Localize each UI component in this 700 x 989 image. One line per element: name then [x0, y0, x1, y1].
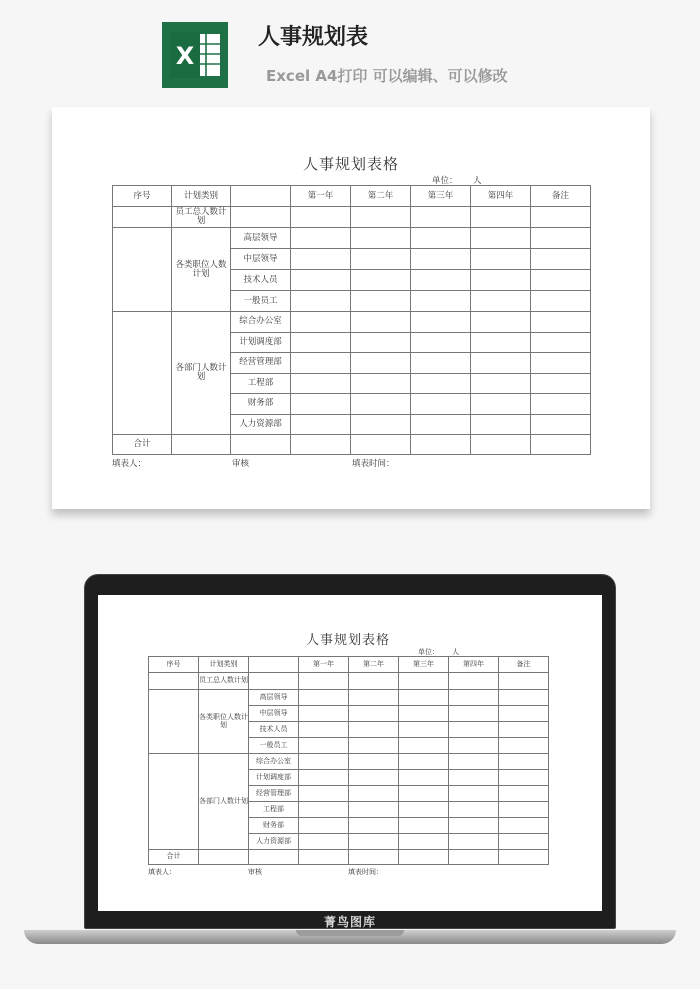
department-label: 经营管理部: [249, 786, 299, 802]
laptop-screen: [98, 595, 602, 911]
department-label: 综合办公室: [231, 312, 291, 333]
sheet-preview-large: [52, 107, 650, 509]
header-plan-category: 计划类别: [199, 657, 249, 673]
sheet-title: 人事规划表格: [305, 633, 390, 648]
job-category-group-label: 各类职位人数计划: [172, 228, 231, 312]
page-title: 人事规划表: [258, 25, 369, 50]
unit-value: 人: [452, 648, 459, 656]
header-year3: 第三年: [411, 186, 471, 207]
header-seq: 序号: [113, 186, 172, 207]
sheet-content-small: [148, 629, 548, 875]
department-label: 人力资源部: [231, 414, 291, 435]
header-seq: 序号: [149, 657, 199, 673]
total-label: 合计: [149, 850, 199, 865]
brand-watermark: 菁鸟图库: [323, 915, 376, 929]
header-year1: 第一年: [299, 657, 349, 673]
footer-fill-time: 填表时间：: [348, 868, 383, 876]
sheet-footer: [148, 865, 548, 875]
job-category-group-label: 各类职位人数计划: [199, 690, 249, 754]
unit-value: 人: [473, 176, 482, 186]
table-row: [113, 228, 591, 249]
unit-line: [148, 646, 548, 656]
laptop-notch: [296, 930, 404, 936]
unit-line: [112, 173, 590, 185]
table-header-row: [113, 186, 591, 207]
footer-fill-time: 填表时间：: [352, 459, 395, 469]
sheet-content: [112, 153, 590, 467]
job-category-label: 中层领导: [231, 249, 291, 270]
department-group-label: 各部门人数计划: [172, 312, 231, 435]
excel-logo-letter: X: [175, 42, 195, 70]
job-category-label: 高层领导: [249, 690, 299, 706]
table-total-row: [113, 435, 591, 455]
table-row: [113, 312, 591, 333]
department-label: 财务部: [231, 394, 291, 415]
job-category-label: 技术人员: [249, 722, 299, 738]
footer-reviewer: 审核: [248, 868, 262, 876]
header-plan-category: 计划类别: [172, 186, 231, 207]
job-category-label: 中层领导: [249, 706, 299, 722]
department-label: 人力资源部: [249, 834, 299, 850]
department-label: 工程部: [249, 802, 299, 818]
table-row: [149, 754, 549, 770]
table-row: [149, 690, 549, 706]
department-label: 综合办公室: [249, 754, 299, 770]
table-header-row: [149, 657, 549, 673]
table-row: [113, 207, 591, 228]
department-group-label: 各部门人数计划: [199, 754, 249, 850]
unit-label: 单位：: [432, 176, 458, 186]
sheet-title: 人事规划表格: [302, 155, 399, 173]
department-label: 财务部: [249, 818, 299, 834]
sheet-footer: [112, 455, 590, 467]
plan-table-small: [148, 656, 549, 865]
job-category-label: 一般员工: [249, 738, 299, 754]
header-year4: 第四年: [449, 657, 499, 673]
job-category-label: 技术人员: [231, 270, 291, 291]
header-year2: 第二年: [351, 186, 411, 207]
total-label: 合计: [113, 435, 172, 455]
footer-reviewer: 审核: [232, 459, 250, 469]
department-label: 计划调度部: [231, 332, 291, 353]
total-staff-plan-label: 员工总人数计划: [172, 207, 231, 228]
page-subtitle: Excel A4打印 可以编辑、可以修改: [266, 67, 508, 85]
header-year1: 第一年: [291, 186, 351, 207]
table-total-row: [149, 850, 549, 865]
unit-label: 单位：: [418, 648, 439, 656]
table-row: [149, 673, 549, 690]
total-staff-plan-label: 员工总人数计划: [199, 673, 249, 690]
department-label: 经营管理部: [231, 353, 291, 374]
job-category-label: 高层领导: [231, 228, 291, 249]
header-note: 备注: [499, 657, 549, 673]
department-label: 工程部: [231, 373, 291, 394]
job-category-label: 一般员工: [231, 291, 291, 312]
header-note: 备注: [531, 186, 591, 207]
footer-filler: 填表人：: [148, 868, 176, 876]
header-year4: 第四年: [471, 186, 531, 207]
excel-icon: [162, 22, 228, 88]
footer-filler: 填表人：: [112, 459, 147, 469]
header-year2: 第二年: [349, 657, 399, 673]
header-year3: 第三年: [399, 657, 449, 673]
header-blank: [231, 186, 291, 207]
plan-table: [112, 185, 591, 455]
department-label: 计划调度部: [249, 770, 299, 786]
